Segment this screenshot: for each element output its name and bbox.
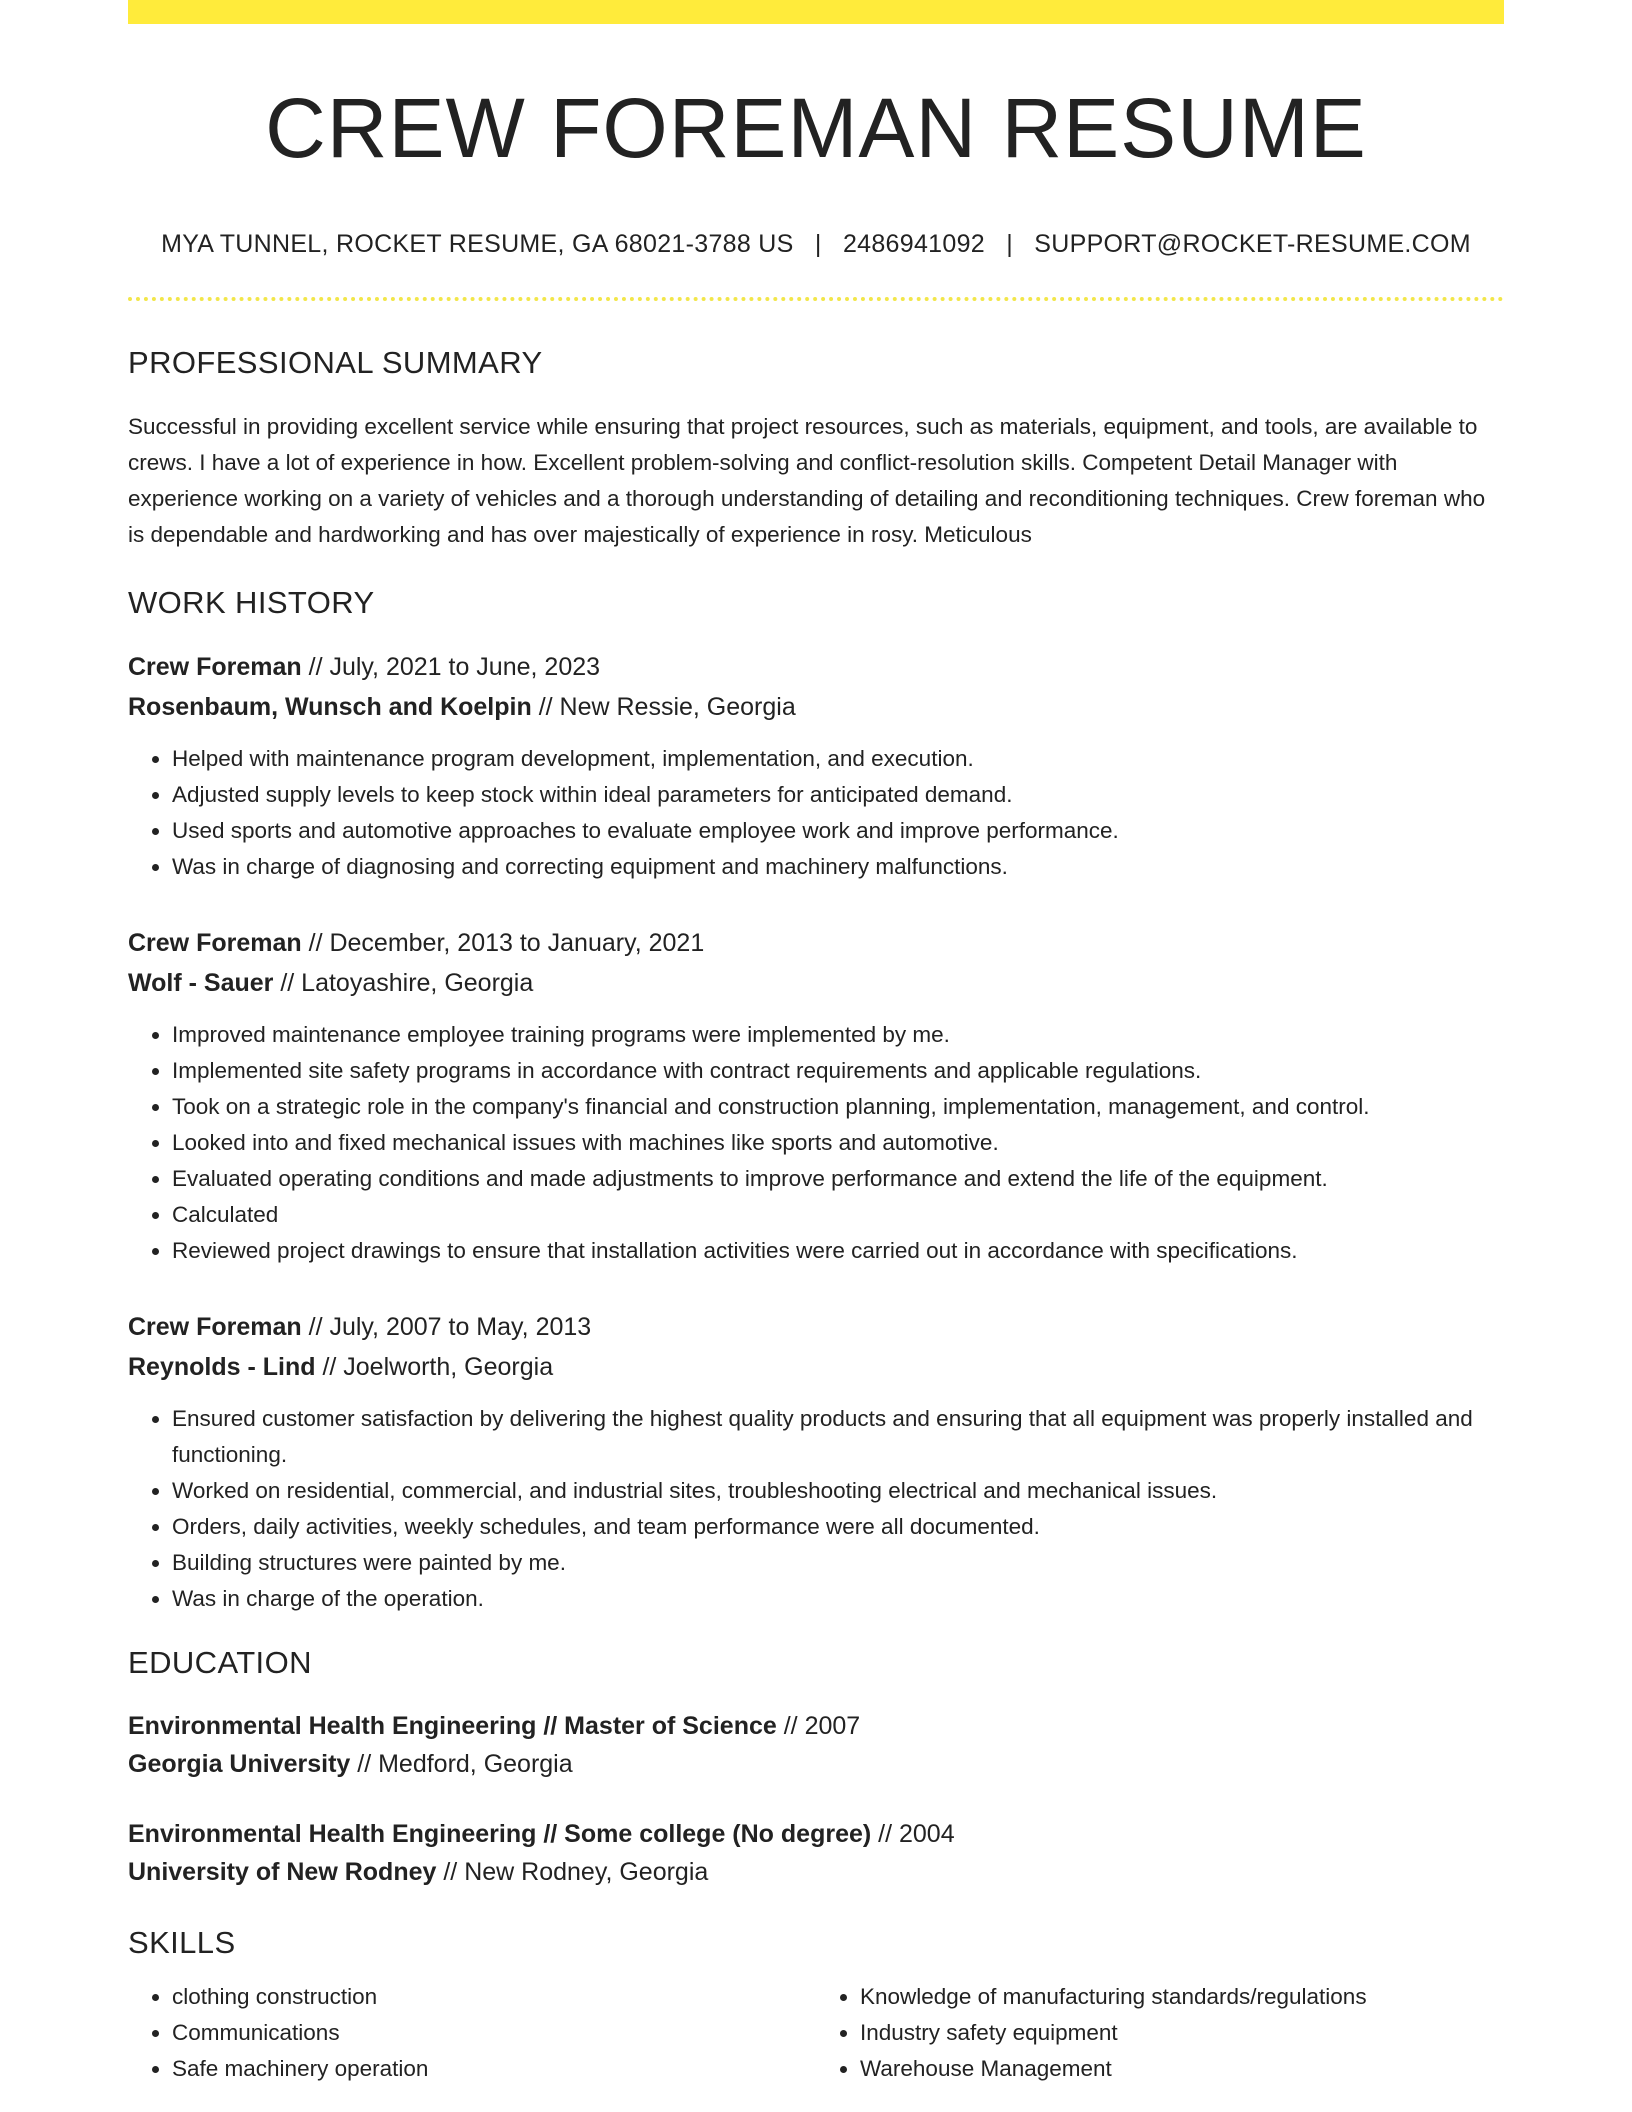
job-bullet-item: • Looked into and fixed mechanical issues with machines like sports and automotive. <box>172 1125 1504 1161</box>
skill-item: • clothing construction <box>172 1979 816 2015</box>
job-dates: // July, 2007 to May, 2013 <box>301 1313 592 1342</box>
work-history-heading: WORK HISTORY <box>128 585 375 621</box>
job-bullet-item: • Implemented site safety programs in accordance with contract requirements and applicable regulations. <box>172 1053 1504 1089</box>
skill-item: • Safe machinery operation <box>172 2051 816 2087</box>
job-location: // Latoyashire, Georgia <box>273 969 534 998</box>
job-company-line <box>128 1347 1504 1387</box>
job-bullet-item: • Was in charge of the operation. <box>172 1581 1504 1617</box>
education-list <box>128 1707 1504 1891</box>
work-history-list <box>128 647 1504 1617</box>
job-title: Crew Foreman <box>128 1313 302 1342</box>
job-bullet-item: • Improved maintenance employee training programs were implemented by me. <box>172 1017 1504 1053</box>
education-year: // 2004 <box>871 1820 955 1849</box>
education-school-line <box>128 1853 1504 1891</box>
job-bullet-item: • Building structures were painted by me. <box>172 1545 1504 1581</box>
job-company: Wolf - Sauer <box>128 969 274 998</box>
skill-item: • Industry safety equipment <box>860 2015 1504 2051</box>
education-heading: EDUCATION <box>128 1645 312 1681</box>
education-school: Georgia University <box>128 1750 351 1779</box>
contact-line <box>128 230 1504 259</box>
education-degree: Environmental Health Engineering // Some college (No degree) <box>128 1820 872 1849</box>
job-title: Crew Foreman <box>128 929 302 958</box>
job-dates: // July, 2021 to June, 2023 <box>301 653 601 682</box>
job-entry <box>128 1307 1504 1617</box>
resume-title: CREW FOREMAN RESUME <box>265 81 1367 175</box>
job-bullet-item: • Evaluated operating conditions and made adjustments to improve performance and extend the life of the equipment. <box>172 1161 1504 1197</box>
education-year: // 2007 <box>776 1712 861 1741</box>
education-entry <box>128 1815 1504 1891</box>
job-bullets <box>128 741 1504 885</box>
skill-item: • Communications <box>172 2015 816 2051</box>
skill-item: • Warehouse Management <box>860 2051 1504 2087</box>
contact-address: MYA TUNNEL, ROCKET RESUME, GA 68021-3788 US <box>161 230 794 259</box>
contact-phone: 2486941092 <box>842 230 985 259</box>
skills-grid <box>128 1979 1504 2087</box>
skills-heading: SKILLS <box>128 1925 236 1961</box>
job-bullet-item: • Helped with maintenance program development, implementation, and execution. <box>172 741 1504 777</box>
skill-item: • Knowledge of manufacturing standards/regulations <box>860 1979 1504 2015</box>
job-location: // Joelworth, Georgia <box>315 1353 554 1382</box>
accent-top-bar <box>128 0 1504 24</box>
education-school-line <box>128 1745 1504 1783</box>
job-bullet-item: • Used sports and automotive approaches to evaluate employee work and improve performance. <box>172 813 1504 849</box>
job-entry <box>128 647 1504 885</box>
skills-column-right <box>816 1979 1504 2087</box>
job-company-line <box>128 687 1504 727</box>
job-company-line <box>128 963 1504 1003</box>
job-bullet-item: • Orders, daily activities, weekly schedules, and team performance were all documented. <box>172 1509 1504 1545</box>
job-bullet-item: • Took on a strategic role in the company's financial and construction planning, implementation, management, and control. <box>172 1089 1504 1125</box>
job-bullet-item: • Reviewed project drawings to ensure that installation activities were carried out in accordance with specifications. <box>172 1233 1504 1269</box>
job-dates: // December, 2013 to January, 2021 <box>301 929 705 958</box>
job-bullets <box>128 1017 1504 1269</box>
summary-text: Successful in providing excellent service while ensuring that project resources, such as materials, equipment, and tools, are available to crews. I have a lot of experience in how. Excellent problem-solving and conflict-resolution skills. Competent Detail Manager with experience working on a variety of vehicles and a thorough understanding of detailing and reconditioning techniques. Crew foreman who is dependable and hardworking and has over majestically of experience in rosy. Meticulous <box>128 414 1486 548</box>
job-company: Reynolds - Lind <box>128 1353 316 1382</box>
education-location: // New Rodney, Georgia <box>436 1858 709 1887</box>
summary-heading: PROFESSIONAL SUMMARY <box>128 345 543 381</box>
job-bullets <box>128 1401 1504 1617</box>
job-bullet-item: • Calculated <box>172 1197 1504 1233</box>
job-bullet-item: • Ensured customer satisfaction by delivering the highest quality products and ensuring that all equipment was properly installed and functioning. <box>172 1401 1504 1473</box>
job-title-line <box>128 647 1504 687</box>
education-entry <box>128 1707 1504 1783</box>
job-bullet-item: • Worked on residential, commercial, and industrial sites, troubleshooting electrical and mechanical issues. <box>172 1473 1504 1509</box>
education-location: // Medford, Georgia <box>350 1750 573 1779</box>
contact-separator: | <box>1006 230 1014 259</box>
job-bullet-item: • Was in charge of diagnosing and correcting equipment and machinery malfunctions. <box>172 849 1504 885</box>
job-company: Rosenbaum, Wunsch and Koelpin <box>128 693 532 722</box>
education-degree: Environmental Health Engineering // Master of Science <box>128 1712 777 1741</box>
resume-page <box>128 0 1504 2087</box>
job-title: Crew Foreman <box>128 653 302 682</box>
contact-separator: | <box>814 230 822 259</box>
job-title-line <box>128 1307 1504 1347</box>
education-degree-line <box>128 1707 1504 1745</box>
job-entry <box>128 923 1504 1269</box>
job-bullet-item: • Adjusted supply levels to keep stock within ideal parameters for anticipated demand. <box>172 777 1504 813</box>
job-location: // New Ressie, Georgia <box>531 693 796 722</box>
dotted-divider <box>128 297 1504 301</box>
skills-column-left <box>128 1979 816 2087</box>
education-degree-line <box>128 1815 1504 1853</box>
contact-email: SUPPORT@ROCKET-RESUME.COM <box>1034 230 1471 259</box>
job-title-line <box>128 923 1504 963</box>
education-school: University of New Rodney <box>128 1858 437 1887</box>
